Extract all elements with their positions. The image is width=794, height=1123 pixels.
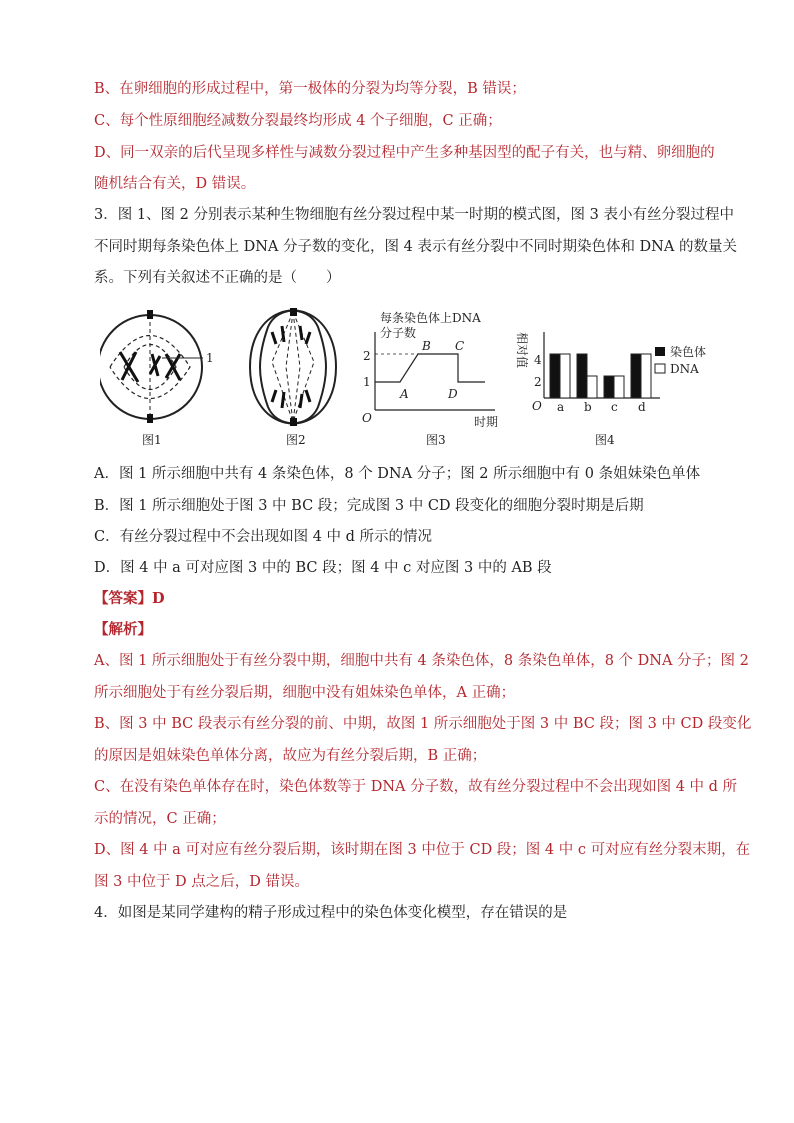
figure3-line: [375, 354, 485, 382]
answer-label: 【答案】D: [94, 590, 165, 607]
analysis-line-7: D、图 4 中 a 可对应有丝分裂后期，该时期在图 3 中位于 CD 段；图 4 中 c 可对应有丝分裂末期，在: [94, 842, 751, 858]
figure3-xlabel: 时期: [474, 415, 499, 429]
explanation-line-b: B、在卵细胞的形成过程中，第一极体的分裂为均等分裂，B 错误；: [94, 81, 526, 97]
explanation-line-d-cont: 随机结合有关，D 错误。: [94, 176, 256, 192]
figure1-cell: [100, 310, 214, 447]
explanation-line-d: D、同一双亲的后代呈现多样性与减数分裂过程中产生多种基因型的配子有关，也与精、卵细胞的: [94, 145, 715, 161]
figure4-tick-4: 4: [534, 353, 542, 367]
option-a: A．图 1 所示细胞中共有 4 条染色体，8 个 DNA 分子；图 2 所示细胞中有 0 条姐妹染色单体: [94, 466, 701, 482]
analysis-line-1: A、图 1 所示细胞处于有丝分裂中期，细胞中共有 4 条染色体，8 条染色单体，8 个 DNA 分子；图 2: [94, 653, 749, 669]
bar-chromosome-c: [604, 376, 614, 398]
figure3-caption: 图3: [426, 433, 446, 447]
figure4-caption: 图4: [595, 433, 615, 447]
explanation-line-c: C、每个性原细胞经减数分裂最终均形成 4 个子细胞，C 正确；: [94, 113, 502, 129]
bar-chromosome-d: [631, 354, 641, 398]
analysis-line-4: 的原因是姐妹染色单体分离，故应为有丝分裂后期，B 正确；: [94, 748, 487, 764]
figure3-point-d: D: [448, 387, 458, 401]
analysis-line-2: 所示细胞处于有丝分裂后期，细胞中没有姐妹染色单体，A 正确；: [94, 685, 516, 701]
tick-label-d: d: [638, 400, 646, 414]
bar-chromosome-b: [577, 354, 587, 398]
legend-label-dna: DNA: [670, 362, 699, 376]
figure3-ylabel-line2: 分子数: [380, 326, 417, 340]
tick-label-c: c: [611, 400, 618, 414]
figure3-tick-2: 2: [363, 349, 371, 363]
analysis-title: 【解析】: [94, 621, 152, 638]
legend-label-chromosome: 染色体: [670, 345, 707, 359]
figure3-chart: [362, 310, 498, 447]
figure-svg: [100, 292, 740, 450]
question3-line1: 3．图 1、图 2 分别表示某种生物细胞有丝分裂过程中某一时期的模式图，图 3 表小有丝分裂过程中: [94, 207, 734, 223]
tick-label-b: b: [584, 400, 592, 414]
question3-line3: 系。下列有关叙述不正确的是（ ）: [94, 270, 341, 286]
bar-dna-b: [587, 376, 597, 398]
question4-line: 4．如图是某同学建构的精子形成过程中的染色体变化模型，存在错误的是: [94, 905, 568, 921]
figure-panel: [100, 292, 740, 450]
analysis-line-5: C、在没有染色单体存在时，染色体数等于 DNA 分子数，故有丝分裂过程中不会出现如图 4 中 d 所: [94, 779, 738, 795]
question3-line2: 不同时期每条染色体上 DNA 分子数的变化，图 4 表示有丝分裂中不同时期染色体和 DNA 的数量关: [94, 239, 737, 255]
figure4-ylabel: 相对值: [515, 332, 529, 369]
analysis-line-8: 图 3 中位于 D 点之后，D 错误。: [94, 874, 310, 890]
legend-swatch-chromosome: [655, 347, 665, 356]
bar-dna-c: [614, 376, 624, 398]
option-c: C．有丝分裂过程中不会出现如图 4 中 d 所示的情况: [94, 529, 433, 545]
figure3-origin: O: [362, 411, 372, 425]
tick-label-a: a: [557, 400, 565, 414]
figure1-label: 1: [206, 351, 214, 365]
figure3-point-b: B: [422, 339, 431, 353]
figure2-cell: [250, 308, 336, 447]
figure4-tick-2: 2: [534, 375, 542, 389]
figure3-point-c: C: [455, 339, 465, 353]
bar-chromosome-a: [550, 354, 560, 398]
analysis-line-6: 示的情况，C 正确；: [94, 811, 226, 827]
figure3-point-a: A: [400, 387, 409, 401]
legend-swatch-dna: [655, 364, 665, 373]
bar-dna-d: [641, 354, 651, 398]
figure3-tick-1: 1: [363, 375, 371, 389]
option-d: D．图 4 中 a 可对应图 3 中的 BC 段；图 4 中 c 对应图 3 中的 AB 段: [94, 560, 552, 576]
figure1-caption: 图1: [142, 433, 162, 447]
figure4-origin: O: [532, 399, 542, 413]
figure2-caption: 图2: [286, 433, 306, 447]
figure4-chart: [515, 332, 706, 447]
figure3-ylabel-line1: 每条染色体上DNA: [380, 311, 481, 325]
bar-dna-a: [560, 354, 570, 398]
analysis-line-3: B、图 3 中 BC 段表示有丝分裂的前、中期，故图 1 所示细胞处于图 3 中 BC 段；图 3 中 CD 段变化: [94, 716, 752, 732]
option-b: B．图 1 所示细胞处于图 3 中 BC 段；完成图 3 中 CD 段变化的细胞分裂时期是后期: [94, 498, 644, 514]
